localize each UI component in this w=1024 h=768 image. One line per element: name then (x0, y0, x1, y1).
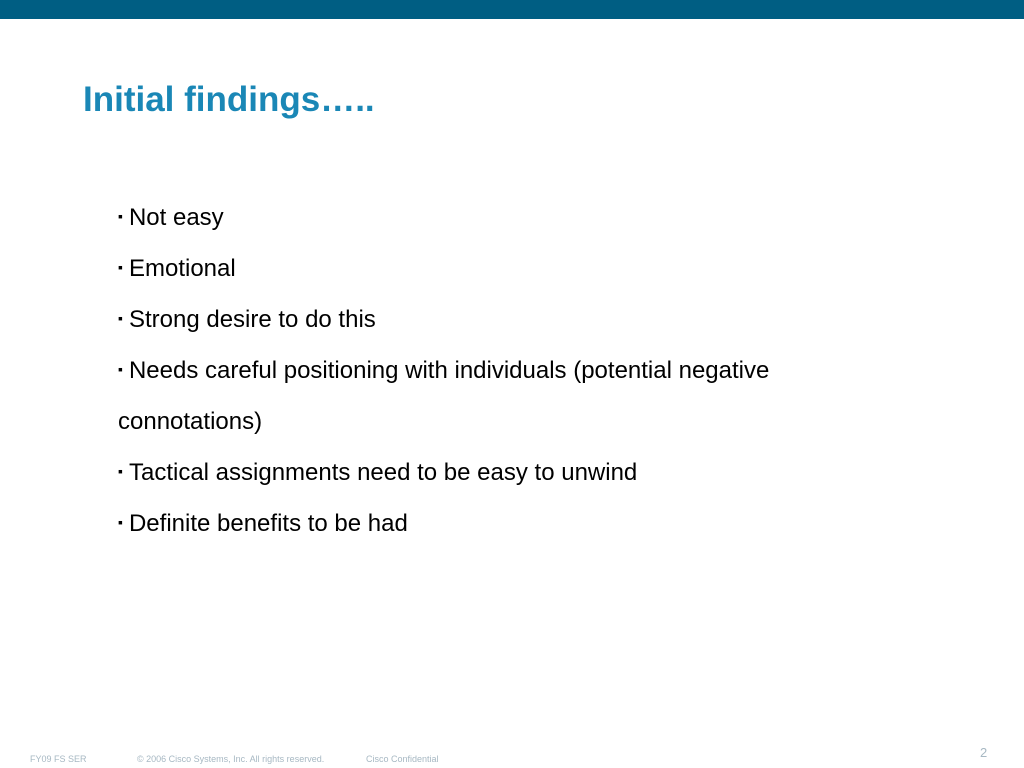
footer-code: FY09 FS SER (30, 754, 87, 764)
top-accent-bar (0, 0, 1024, 19)
square-bullet-icon: ▪ (118, 310, 123, 326)
bullet-continuation: connotations) (118, 408, 263, 435)
bullet-text: Needs careful positioning with individuals (potential negative (128, 357, 770, 384)
bullet-item (118, 447, 918, 498)
bullet-list (118, 192, 918, 549)
bullet-text: Emotional (128, 255, 236, 282)
square-bullet-icon: ▪ (118, 361, 123, 377)
square-bullet-icon: ▪ (118, 514, 123, 530)
slide-title: Initial findings….. (83, 80, 375, 119)
square-bullet-icon: ▪ (118, 208, 123, 224)
bullet-item (118, 192, 918, 243)
square-bullet-icon: ▪ (118, 259, 123, 275)
footer-confidential: Cisco Confidential (366, 754, 439, 764)
bullet-text: Not easy (128, 204, 224, 231)
bullet-text: Tactical assignments need to be easy to unwind (128, 459, 638, 486)
bullet-item (118, 345, 918, 396)
bullet-item (118, 243, 918, 294)
bullet-item (118, 498, 918, 549)
page-number: 2 (980, 745, 988, 760)
bullet-text: Strong desire to do this (128, 306, 376, 333)
bullet-item (118, 294, 918, 345)
bullet-text: Definite benefits to be had (128, 510, 408, 537)
footer-copyright: © 2006 Cisco Systems, Inc. All rights reserved. (137, 754, 325, 764)
square-bullet-icon: ▪ (118, 463, 123, 479)
